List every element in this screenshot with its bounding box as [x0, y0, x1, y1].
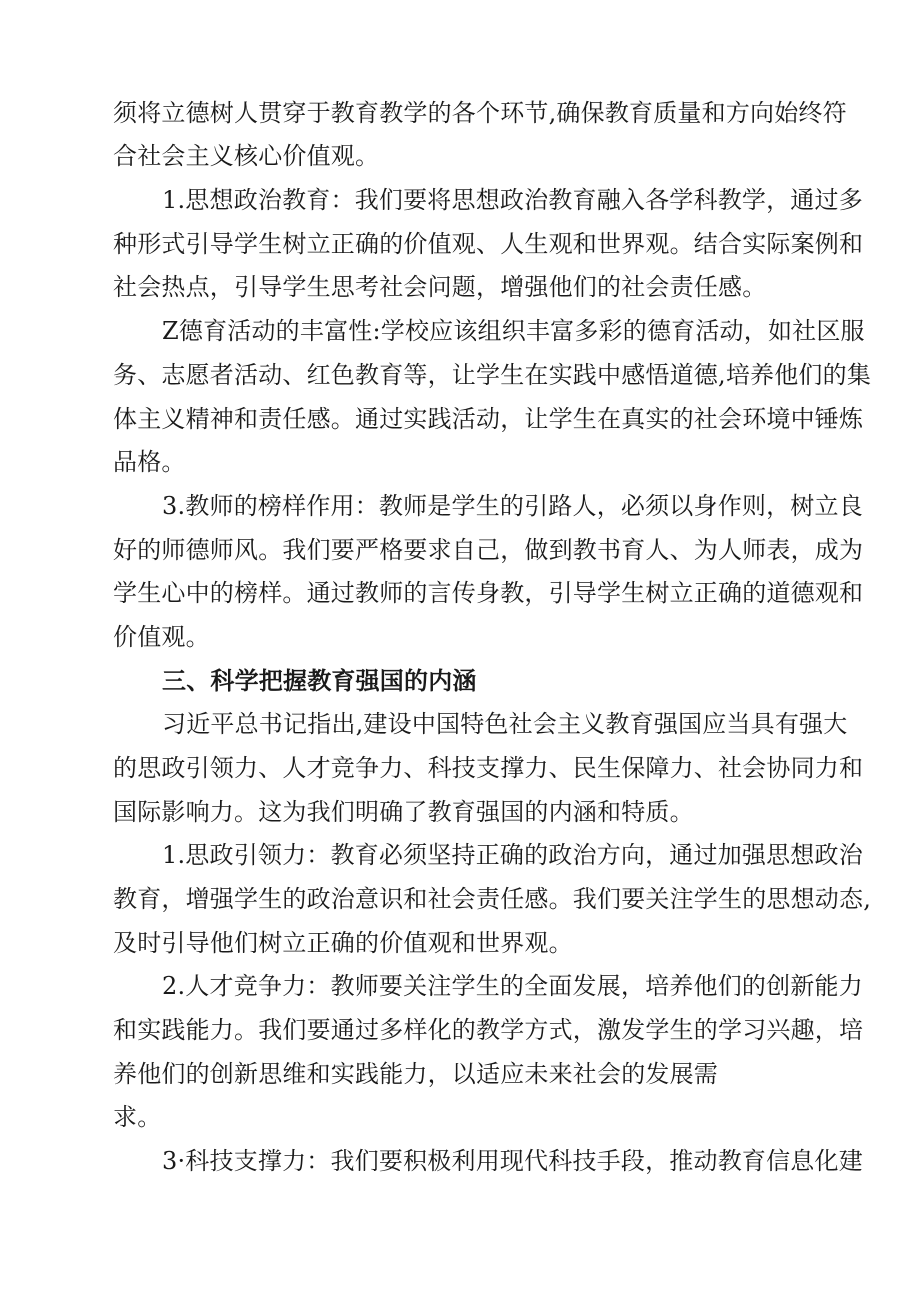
body-text-line: 的思政引领力、人才竞争力、科技支撑力、民生保障力、社会协同力和 — [113, 754, 864, 782]
body-text-line: 国际影响力。这为我们明确了教育强国的内涵和特质。 — [113, 798, 694, 826]
body-text-line: 价值观。 — [113, 623, 210, 651]
section-heading: 三、科学把握教育强国的内涵 — [162, 666, 477, 695]
body-text-line: 合社会主义核心价值观。 — [113, 142, 380, 170]
body-text-line: 求。 — [113, 1103, 162, 1131]
body-text-line: 品格。 — [113, 448, 186, 476]
body-text-line: 和实践能力。我们要通过多样化的教学方式，激发学生的学习兴趣，培 — [113, 1016, 864, 1044]
body-text-line: 教育，增强学生的政治意识和社会责任感。我们要关注学生的思想动态, — [113, 885, 872, 913]
body-text-line: 学生心中的榜样。通过教师的言传身教，引导学生树立正确的道德观和 — [113, 579, 864, 607]
list-item-line: 2.人才竞争力：教师要关注学生的全面发展，培养他们的创新能力 — [162, 972, 863, 1000]
body-text-line: 体主义精神和责任感。通过实践活动，让学生在真实的社会环境中锤炼 — [113, 405, 864, 433]
list-item-line: 1.思政引领力：教育必须坚持正确的政治方向，通过加强思想政治 — [162, 841, 863, 869]
body-text-line: 养他们的创新思维和实践能力，以适应未来社会的发展需 — [113, 1060, 718, 1088]
list-item-line: 3·科技支撑力：我们要积极利用现代科技手段，推动教育信息化建 — [162, 1147, 863, 1175]
body-text-line: 社会热点，引导学生思考社会问题，增强他们的社会责任感。 — [113, 273, 767, 301]
paragraph-first-line: 习近平总书记指出,建设中国特色社会主义教育强国应当具有强大 — [162, 710, 848, 738]
list-item-line: 3.教师的榜样作用：教师是学生的引路人，必须以身作则，树立良 — [162, 492, 863, 520]
body-text-line: 种形式引导学生树立正确的价值观、人生观和世界观。结合实际案例和 — [113, 230, 864, 258]
list-item-line: Z德育活动的丰富性:学校应该组织丰富多彩的德育活动，如社区服 — [162, 317, 865, 345]
body-text-line: 好的师德师风。我们要严格要求自己，做到教书育人、为人师表，成为 — [113, 536, 864, 564]
body-text-line: 须将立德树人贯穿于教育教学的各个环节,确保教育质量和方向始终符 — [113, 99, 847, 127]
body-text-line: 及时引导他们树立正确的价值观和世界观。 — [113, 929, 573, 957]
list-item-line: 1.思想政治教育：我们要将思想政治教育融入各学科教学，通过多 — [162, 186, 863, 214]
body-text-line: 务、志愿者活动、红色教育等，让学生在实践中感悟道德,培养他们的集 — [113, 361, 872, 389]
